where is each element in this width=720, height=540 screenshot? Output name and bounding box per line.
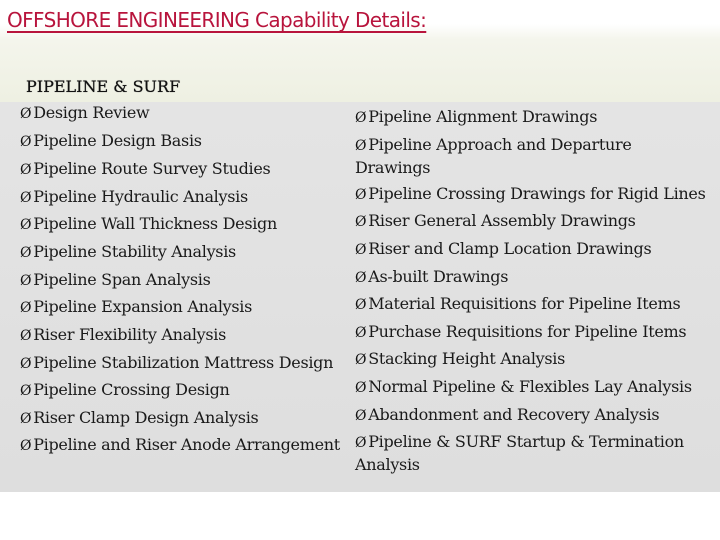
- arrow-bullet-icon: Ø: [355, 380, 367, 396]
- list-item: Ø Pipeline Design Basis: [20, 131, 202, 150]
- arrow-bullet-icon: Ø: [20, 245, 32, 261]
- arrow-bullet-icon: Ø: [355, 110, 367, 126]
- arrow-bullet-icon: Ø: [20, 438, 32, 454]
- arrow-bullet-icon: Ø: [20, 162, 32, 178]
- arrow-bullet-icon: Ø: [20, 356, 32, 372]
- list-item: Ø Riser and Clamp Location Drawings: [355, 239, 652, 258]
- arrow-bullet-icon: Ø: [20, 106, 32, 122]
- list-item: Ø As-built Drawings: [355, 267, 509, 286]
- page-title: OFFSHORE ENGINEERING Capability Details:: [7, 8, 427, 32]
- arrow-bullet-icon: Ø: [355, 242, 367, 258]
- list-item: Ø Material Requisitions for Pipeline Items: [355, 294, 681, 313]
- arrow-bullet-icon: Ø: [20, 134, 32, 150]
- arrow-bullet-icon: Ø: [355, 138, 367, 154]
- list-item: Ø Pipeline Expansion Analysis: [20, 297, 253, 316]
- list-item: Ø Normal Pipeline & Flexibles Lay Analysis: [355, 377, 692, 396]
- arrow-bullet-icon: Ø: [20, 300, 32, 316]
- list-item: Ø Pipeline Crossing Drawings for Rigid Lines: [355, 184, 706, 203]
- arrow-bullet-icon: Ø: [355, 352, 367, 368]
- arrow-bullet-icon: Ø: [355, 187, 367, 203]
- list-item: Ø Pipeline Alignment Drawings: [355, 107, 598, 126]
- list-item: Ø Pipeline and Riser Anode Arrangement: [20, 435, 340, 454]
- list-item: Ø Purchase Requisitions for Pipeline Items: [355, 322, 687, 341]
- list-item: Ø Pipeline Stability Analysis: [20, 242, 236, 261]
- list-item: Ø Stacking Height Analysis: [355, 349, 566, 368]
- list-item: Ø Pipeline Stabilization Mattress Design: [20, 353, 334, 372]
- list-item: Ø Riser General Assembly Drawings: [355, 211, 636, 230]
- list-item: Ø Pipeline Hydraulic Analysis: [20, 187, 248, 206]
- arrow-bullet-icon: Ø: [355, 325, 367, 341]
- list-item: Ø Abandonment and Recovery Analysis: [355, 405, 660, 424]
- arrow-bullet-icon: Ø: [20, 328, 32, 344]
- arrow-bullet-icon: Ø: [355, 270, 367, 286]
- arrow-bullet-icon: Ø: [355, 214, 367, 230]
- arrow-bullet-icon: Ø: [20, 273, 32, 289]
- arrow-bullet-icon: Ø: [355, 435, 367, 451]
- list-item: Ø Riser Clamp Design Analysis: [20, 408, 259, 427]
- list-item: Ø Design Review: [20, 103, 150, 122]
- list-item: Ø Pipeline & SURF Startup & Termination Analysis: [355, 432, 684, 474]
- section-heading: PIPELINE & SURF: [26, 77, 181, 96]
- arrow-bullet-icon: Ø: [355, 408, 367, 424]
- arrow-bullet-icon: Ø: [20, 217, 32, 233]
- list-item: Ø Pipeline Approach and Departure Drawings: [355, 135, 632, 177]
- arrow-bullet-icon: Ø: [20, 383, 32, 399]
- list-item: Ø Riser Flexibility Analysis: [20, 325, 227, 344]
- list-item: Ø Pipeline Route Survey Studies: [20, 159, 271, 178]
- list-item: Ø Pipeline Wall Thickness Design: [20, 214, 277, 233]
- list-item: Ø Pipeline Crossing Design: [20, 380, 230, 399]
- arrow-bullet-icon: Ø: [355, 297, 367, 313]
- arrow-bullet-icon: Ø: [20, 190, 32, 206]
- arrow-bullet-icon: Ø: [20, 411, 32, 427]
- list-item: Ø Pipeline Span Analysis: [20, 270, 211, 289]
